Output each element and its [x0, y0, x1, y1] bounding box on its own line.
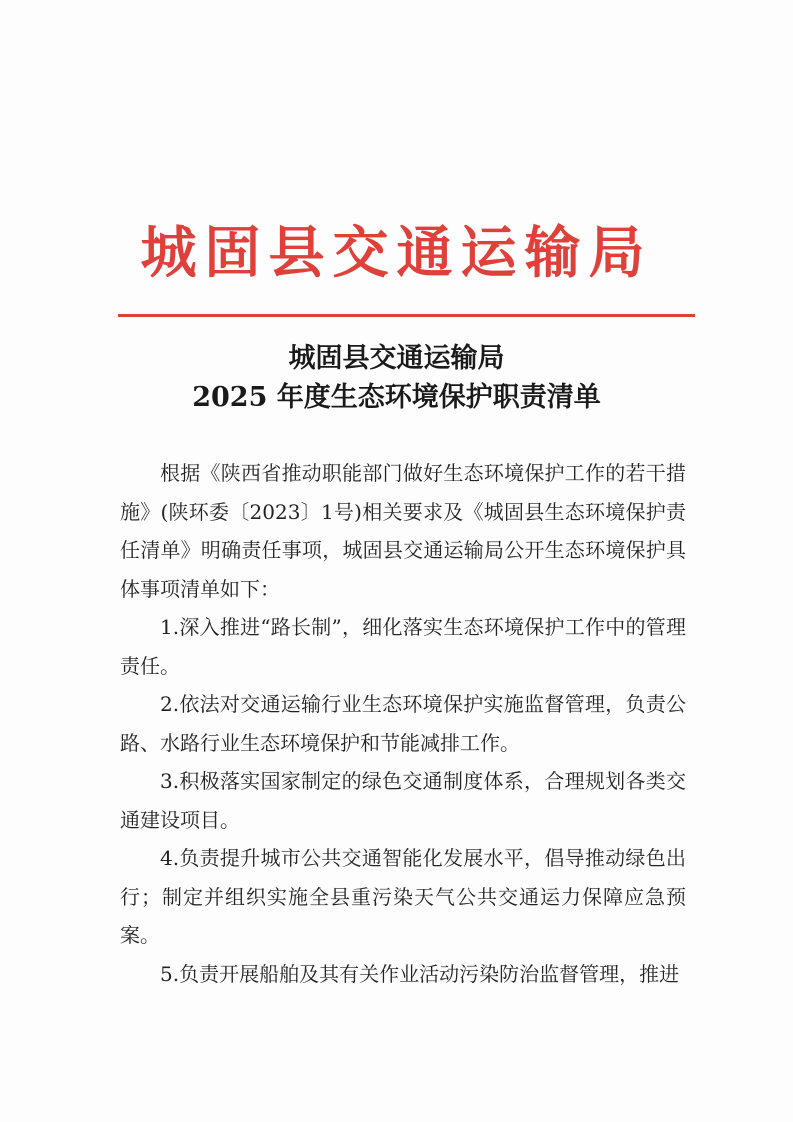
- doc-title-line-1: 城固县交通运输局: [288, 343, 505, 374]
- letterhead-org-name: 城固县交通运输局: [140, 220, 653, 286]
- doc-title-line-2: 2025 年度生态环境保护职责清单: [192, 382, 601, 413]
- list-item: 2.依法对交通运输行业生态环境保护实施监督管理，负责公路、水路行业生态环境保护和节能减排工作。: [120, 692, 686, 755]
- list-item: 4.负责提升城市公共交通智能化发展水平，倡导推动绿色出行；制定并组织实施全县重污染天气公共交通运力保障应急预案。: [120, 846, 686, 947]
- list-item: 5.负责开展船舶及其有关作业活动污染防治监督管理，推进: [160, 961, 680, 986]
- letterhead-red-rule: [118, 314, 695, 317]
- intro-paragraph: 根据《陕西省推动职能部门做好生态环境保护工作的若干措施》(陕环委〔2023〕1号)相关要求及《城固县生态环境保护责任清单》明确责任事项，城固县交通运输局公开生态环境保护具体事项清单如下：: [120, 461, 686, 601]
- document-body: [120, 454, 686, 993]
- list-item: 3.积极落实国家制定的绿色交通制度体系，合理规划各类交通建设项目。: [120, 769, 686, 832]
- list-item: 1.深入推进“路长制”，细化落实生态环境保护工作中的管理责任。: [120, 615, 686, 678]
